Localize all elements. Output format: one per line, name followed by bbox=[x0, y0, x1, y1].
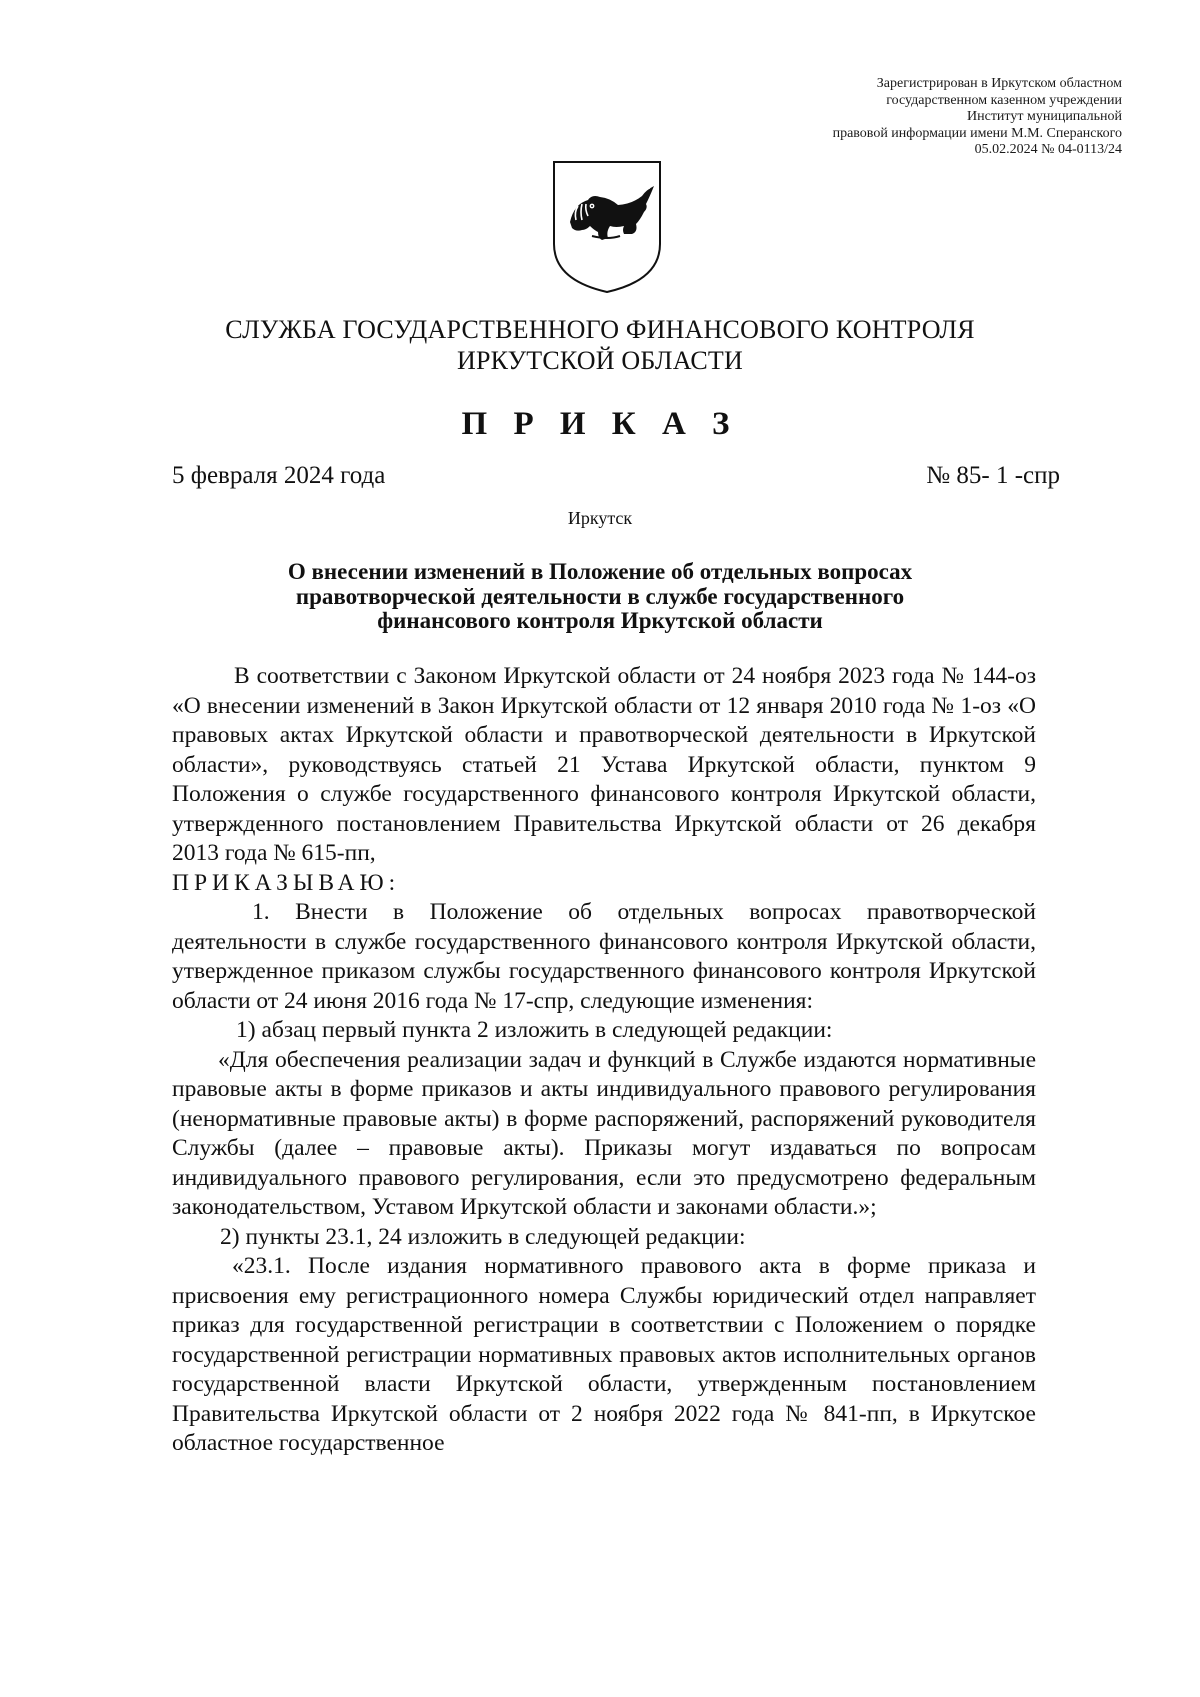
subject-line: О внесении изменений в Положение об отдельных вопросах bbox=[287, 559, 913, 584]
issue-place: Иркутск bbox=[567, 508, 633, 528]
stamp-line: Институт муниципальной bbox=[967, 109, 1122, 124]
order-word: ПРИКАЗЫВАЮ: bbox=[172, 869, 401, 896]
agency-line: ИРКУТСКОЙ ОБЛАСТИ bbox=[456, 346, 743, 375]
document-body bbox=[172, 662, 1036, 1459]
order-date: 5 февраля 2024 года bbox=[172, 462, 386, 489]
issuing-agency bbox=[150, 314, 1050, 376]
document-type: П Р И К А З bbox=[461, 406, 739, 442]
stamp-line: 05.02.2024 № 04-0113/24 bbox=[974, 142, 1122, 157]
stamp-line: правовой информации имени М.М. Сперанского bbox=[832, 125, 1122, 141]
subject-line: правотворческой деятельности в службе государственного bbox=[295, 583, 905, 609]
item-1-2-paragraph: 2) пункты 23.1, 24 изложить в следующей редакции: bbox=[220, 1223, 746, 1250]
order-number: № 85- 1 -спр bbox=[926, 462, 1060, 489]
registration-stamp bbox=[602, 76, 1122, 159]
document-subject bbox=[150, 560, 1050, 634]
agency-line: СЛУЖБА ГОСУДАРСТВЕННОГО ФИНАНСОВОГО КОНТРОЛЯ bbox=[225, 315, 975, 344]
irkutsk-coat-of-arms-icon bbox=[552, 160, 662, 294]
item-1-1-paragraph: 1) абзац первый пункта 2 изложить в следующей редакции: bbox=[236, 1017, 833, 1043]
quote-2-paragraph: «23.1. После издания нормативного правового акта в форме приказа и присвоения ему регистрационного номера Службы юридический отдел направляет приказ для государственной регистрации в соответствии с Положением о порядке государственной регистрации нормативных правовых актов исполнительных органов государственной власти Иркутской области, утвержденным постановлением Правительства Иркутской области от 2 ноября 2022 года № 841-пп, в Иркутское областное государственное bbox=[172, 1253, 1036, 1456]
stamp-line: Зарегистрирован в Иркутском областном bbox=[876, 76, 1122, 91]
stamp-line: государственном казенном учреждении bbox=[886, 92, 1122, 108]
quote-1-paragraph: «Для обеспечения реализации задач и функций в Службе издаются нормативные правовые акты в форме приказов и акты индивидуального правового регулирования (ненормативные правовые акты) в форме распоряжений, распоряжений руководителя Службы (далее – правовые акты). Приказы могут издаваться по вопросам индивидуального правового регулирования, если это предусмотрено федеральным законодательством, Уставом Иркутской области и законами области.»; bbox=[172, 1046, 1036, 1220]
subject-line: финансового контроля Иркутской области bbox=[377, 608, 823, 633]
preamble-paragraph: В соответствии с Законом Иркутской области от 24 ноября 2023 года № 144-оз «О внесении изменений в Закон Иркутской области от 12 января 2010 года № 1-оз «О правовых актах Иркутской области и правотворческой деятельности в Иркутской области», руководствуясь статьей 21 Устава Иркутской области, пунктом 9 Положения о службе государственного финансового контроля Иркутской области, утвержденного постановлением Правительства Иркутской области от 26 декабря 2013 года № 615-пп, bbox=[172, 663, 1036, 866]
item-1-paragraph: 1. Внести в Положение об отдельных вопросах правотворческой деятельности в службе государственного финансового контроля Иркутской области, утвержденное приказом службы государственного финансового контроля Иркутской области от 24 июня 2016 года № 17-спр, следующие изменения: bbox=[172, 899, 1036, 1014]
